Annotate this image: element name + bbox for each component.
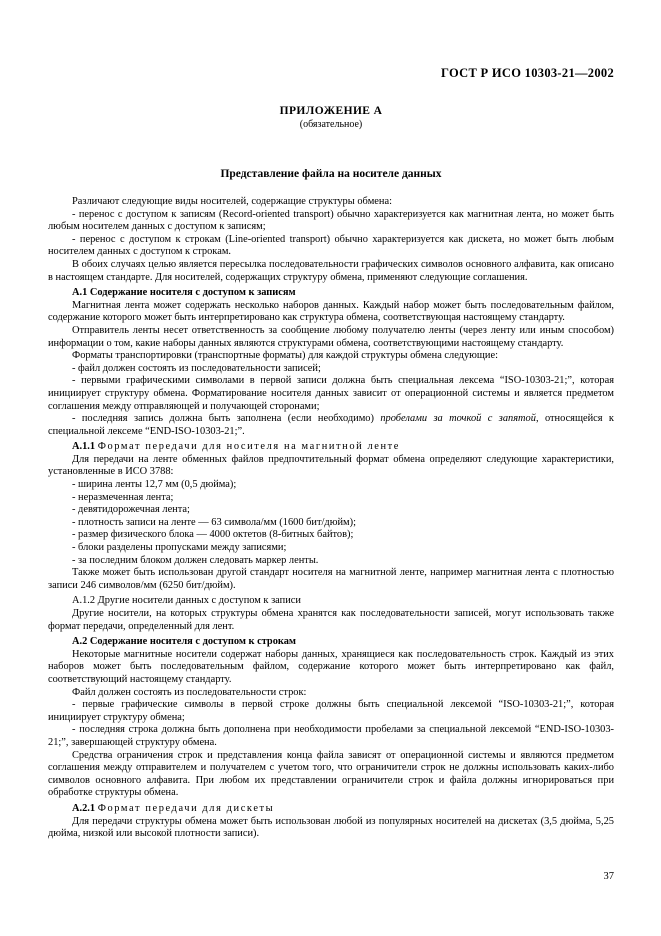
list-item: - первые графические символы в первой строке должны быть специальной лексемой “ISO-10303-21;”, которая инициирует структуру обмена; [48,699,614,723]
list-item: - первыми графическими символами в первой записи должна быть специальная лексема “ISO-10303-21;”, которая инициирует структуру обмена. Форматирование носителя данных зависит от операционной системы и является предметом соглашения между отправляющей и получающей сторонами; [48,375,614,412]
list-item: - последняя строка должна быть дополнена при необходимости пробелами за специальной лексемой “END-ISO-10303-21;”, завершающей структуру обмена. [48,724,614,748]
heading-text: Формат передачи для носителя на магнитной ленте [97,441,401,453]
subsection-heading-a11-text [72,441,400,452]
section-heading-a2: А.2 Содержание носителя с доступом к строкам [72,636,296,648]
list-item: - блоки разделены пропусками между записями; [72,542,287,554]
page-content-frame [48,40,614,896]
paragraph: Форматы транспортировки (транспортные форматы) для каждой структуры обмена следующие: [72,350,498,362]
list-item: - за последним блоком должен следовать маркер ленты. [72,554,319,566]
paragraph: Другие носители, на которых структуры обмена хранятся как последовательности записей, могут использовать также формат передачи, определенный для лент. [48,608,614,632]
heading-text: Формат передачи для дискеты [97,802,275,814]
subsection-heading-a21 [48,803,614,816]
paragraph: В обоих случаях целью является пересылка последовательности графических символов основного алфавита, как описано в настоящем стандарте. Для носителей, содержащих структуру обмена, применяют следующие соглашения. [48,258,614,283]
list-item: - перенос с доступом к записям (Record-oriented transport) обычно характеризуется как магнитная лента, но может быть любым носителем данных с доступом к записям; [48,208,614,233]
subsection-heading-a12 [48,595,614,608]
paragraph: Средства ограничения строк и представления конца файла зависят от операционной системы и являются предметом соглашения между отправителем и получателем с учетом того, что ограничители строк не должны использовать каких-либо символов основного алфавита. При любом их представлении ограничители строк и файла должны игнорироваться при обработке структуры обмена. [48,749,614,799]
standard-header: ГОСТ Р ИСО 10303-21—2002 [441,66,614,80]
annex-title: ПРИЛОЖЕНИЕ А [279,105,383,117]
paragraph: Файл должен состоять из последовательности строк: [72,686,307,698]
list-item: - перенос с доступом к строкам (Line-oriented transport) обычно характеризуется как дискета, но может быть любым носителем данных с доступом к строкам. [48,233,614,258]
heading-number: А.1.1 [72,441,98,453]
paragraph: Отправитель ленты несет ответственность за сообщение любому получателю ленты (через ленту или иным способом) информации о том, какие наборы данных являются структурами обмена, соответствующими настоящему стандарту. [48,324,614,349]
list-item: - плотность записи на ленте — 63 символа/мм (1600 бит/дюйм); [72,516,356,528]
page-title: Представление файла на носителе данных [220,168,442,180]
paragraph: Для передачи структуры обмена может быть использован любой из популярных носителей на дискетах (3,5 дюйма, 5,25 дюйма, низкой или высокой плотности записи). [48,815,614,840]
list-item-text-post: , относящейся к специальной лексеме “END-ISO-10303-21;”. [48,413,614,437]
paragraph: Некоторые магнитные носители содержат наборы данных, хранящиеся как последовательность строк. Каждый из этих наборов может быть последовательным файлом, содержание которого может быть интерпретировано как файл, соответствующий настоящему стандарту. [48,648,614,685]
annex-subtitle: (обязательное) [299,119,363,130]
page-number: 37 [603,871,614,882]
list-item-text-pre: - последняя запись должна быть заполнена (если необходимо) [72,413,381,425]
heading-number: А.2.1 [72,802,98,814]
list-item: - девятидорожечная лента; [72,504,190,516]
list-item: - неразмеченная лента; [72,491,174,503]
subsection-heading-a12-text: А.1.2 Другие носители данных с доступом к записи [72,595,301,607]
list-item-text-italic: пробелами за точкой с запятой [380,413,536,425]
paragraph: Магнитная лента может содержать несколько наборов данных. Каждый набор может быть последовательным файлом, содержание которого может быть интерпретировано как структура обмена, соответствующая настоящему стандарту. [48,299,614,324]
list-item: - ширина ленты 12,7 мм (0,5 дюйма); [72,479,237,491]
subsection-heading-a21-text [72,803,274,814]
subsection-heading-a11 [48,441,614,454]
section-heading-a1: А.1 Содержание носителя с доступом к записям [72,287,296,299]
paragraph: Также может быть использован другой стандарт носителя на магнитной ленте, например магнитная лента с плотностью записи 246 символов/мм (6250 бит/дюйм). [48,567,614,591]
list-item: - файл должен состоять из последовательности записей; [72,362,321,374]
paragraph: Различают следующие виды носителей, содержащие структуры обмена: [72,196,392,207]
list-item: - размер физического блока — 4000 октетов (8-битных байтов); [72,529,354,541]
list-item [48,413,614,438]
paragraph: Для передачи на ленте обменных файлов предпочтительный формат обмена определяют следующие характеристики, установленные в ИСО 3788: [48,453,614,478]
